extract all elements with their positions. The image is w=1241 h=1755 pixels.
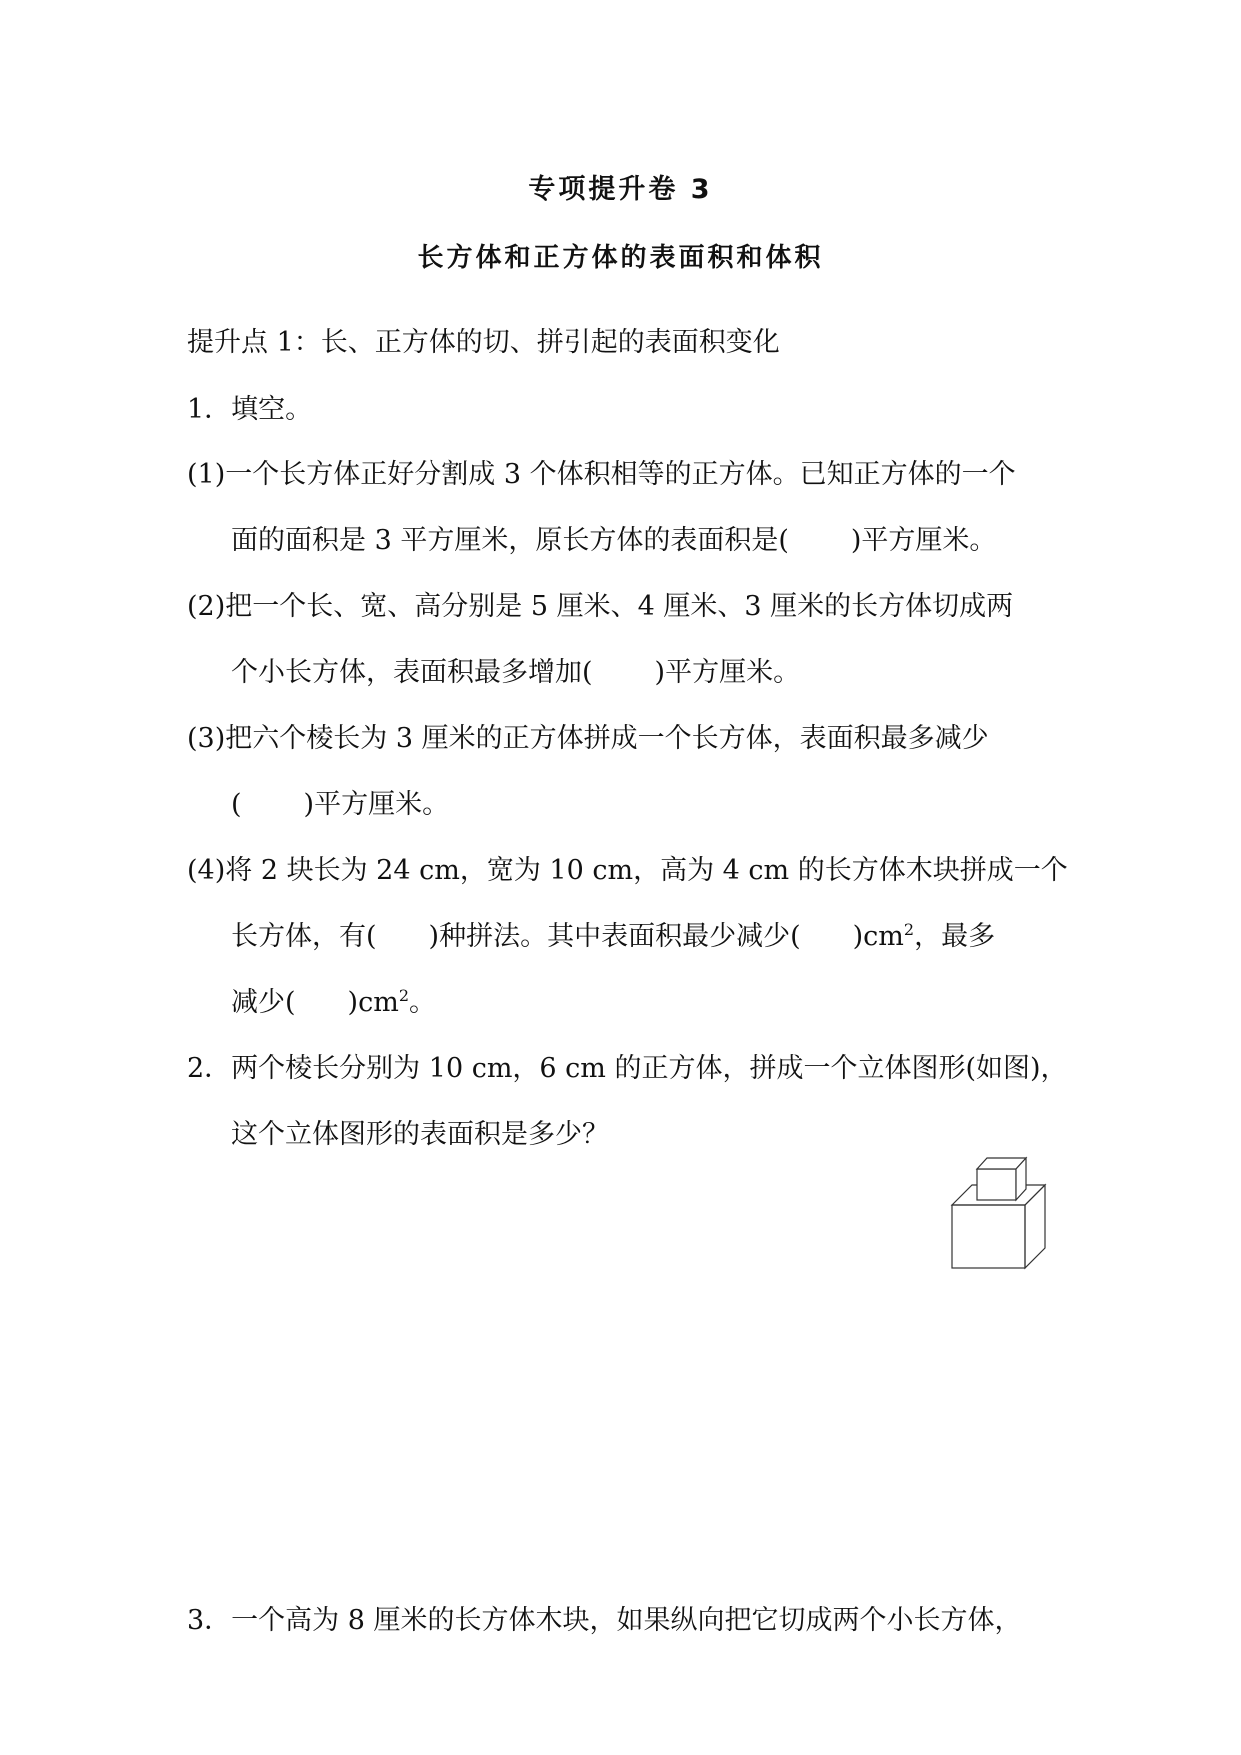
question-1-3-text-a: ( bbox=[231, 789, 242, 820]
question-2-line-1: 2．两个棱长分别为 10 cm，6 cm 的正方体，拼成一个立体图形(如图)， bbox=[187, 1053, 1068, 1084]
superscript: 2 bbox=[398, 986, 409, 1005]
question-1-1-line-2 bbox=[231, 524, 996, 558]
question-1-4-text-d: ，最多 bbox=[914, 921, 996, 952]
question-1-1-text-a: 面的面积是 3 平方厘米，原长方体的表面积是( bbox=[231, 525, 789, 556]
question-2-line-2: 这个立体图形的表面积是多少？ bbox=[231, 1119, 609, 1150]
question-1-4-line-1: (4)将 2 块长为 24 cm，宽为 10 cm，高为 4 cm 的长方体木块拼成一个 bbox=[187, 855, 1068, 886]
big-cube-side-face bbox=[1025, 1185, 1045, 1268]
question-1-3-line-1: (3)把六个棱长为 3 厘米的正方体拼成一个长方体，表面积最多减少 bbox=[187, 723, 989, 754]
question-1-4-text-e: 减少( bbox=[231, 987, 296, 1018]
question-1-3-text-b: )平方厘米。 bbox=[303, 789, 450, 820]
question-1-2-text-b: )平方厘米。 bbox=[654, 657, 801, 688]
question-1-4-text-c: )cm bbox=[852, 921, 904, 952]
page-title: 专项提升卷 3 bbox=[528, 174, 713, 205]
question-1-2-line-2 bbox=[231, 656, 800, 690]
question-1-1-text-b: )平方厘米。 bbox=[850, 525, 997, 556]
question-1-4-line-3 bbox=[231, 986, 436, 1020]
stacked-cubes-figure bbox=[950, 1155, 1050, 1270]
big-cube-front-face bbox=[952, 1205, 1025, 1268]
question-1-2-text-a: 个小长方体，表面积最多增加( bbox=[231, 657, 593, 688]
superscript: 2 bbox=[903, 920, 915, 939]
question-1-3-line-2 bbox=[231, 788, 449, 822]
stacked-cubes-drawing bbox=[950, 1155, 1050, 1270]
question-1-4-text-g: 。 bbox=[409, 987, 436, 1018]
question-1-4-line-2 bbox=[231, 920, 995, 954]
question-1-stem: 1．填空。 bbox=[187, 394, 313, 425]
section-heading: 提升点 1：长、正方体的切、拼引起的表面积变化 bbox=[187, 327, 780, 358]
question-1-1-line-1: (1)一个长方体正好分割成 3 个体积相等的正方体。已知正方体的一个 bbox=[187, 459, 1016, 490]
question-1-4-text-a: 长方体，有( bbox=[231, 921, 377, 952]
question-1-4-text-b: )种拼法。其中表面积最少减少( bbox=[428, 921, 801, 952]
question-3-line-1: 3．一个高为 8 厘米的长方体木块，如果纵向把它切成两个小长方体， bbox=[187, 1605, 1022, 1636]
page-subtitle: 长方体和正方体的表面积和体积 bbox=[417, 243, 824, 273]
question-1-4-text-f: )cm bbox=[347, 987, 399, 1018]
small-cube-front-face bbox=[977, 1169, 1016, 1200]
question-1-2-line-1: (2)把一个长、宽、高分别是 5 厘米、4 厘米、3 厘米的长方体切成两 bbox=[187, 591, 1014, 622]
